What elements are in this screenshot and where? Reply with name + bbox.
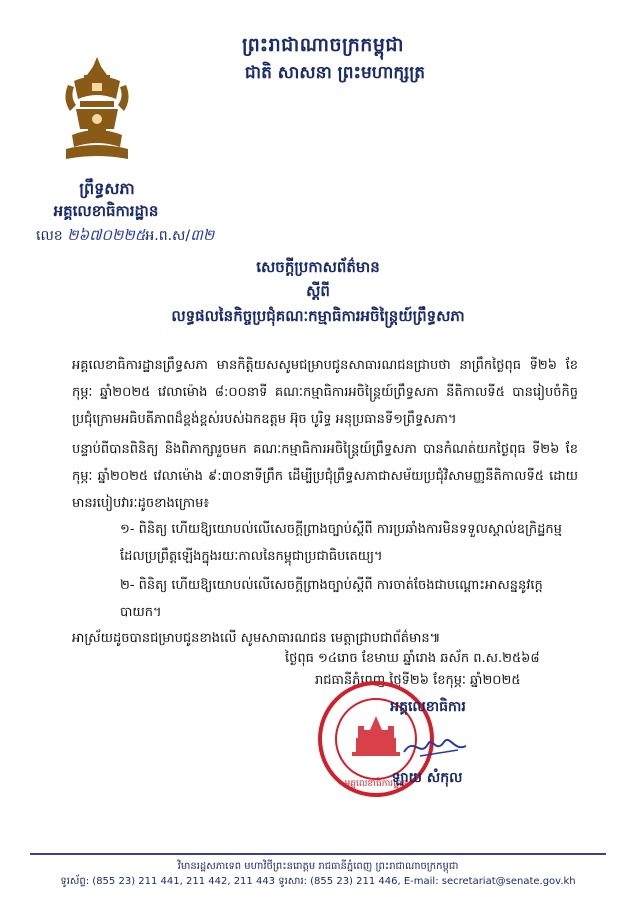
reference-number-handwritten: ២៦៧០២២៥ <box>67 226 146 244</box>
senate-emblem-icon <box>58 55 136 167</box>
document-subject: លទ្ធផលនៃកិច្ចប្រជុំគណៈកម្មាធិការអចិន្ត្រៃយ៍ព្រឹទ្ធសភា <box>171 307 465 325</box>
footer-contact: ទូរស័ព្ទ: (855 23) 211 441, 211 442, 211 443 ទូរសារ: (855 23) 211 446, E-mail: secretariat@senate.gov.kh <box>60 876 576 887</box>
document-title-about: ស្តីពី <box>306 282 330 300</box>
closing-statement: អាស្រ័យដូចបានជម្រាបជូនខាងលើ សូមសាធារណជន មេត្តាជ្រាបជាព័ត៌មាន៕ <box>72 631 441 646</box>
national-motto: ជាតិ សាសនា ព្រះមហាក្សត្រ <box>244 63 426 83</box>
reference-number <box>36 226 214 248</box>
reference-handwritten-suffix: ៣២ <box>190 226 215 244</box>
organization-name: ព្រឹទ្ធសភា <box>79 179 135 198</box>
reference-suffix: អ.ព.ស/ <box>145 228 191 244</box>
kingdom-heading: ព្រះរាជាណាចក្រកម្ពុជា <box>242 34 404 56</box>
department-name: អគ្គលេខាធិការដ្ឋាន <box>53 202 159 220</box>
agenda-item-1: ១- ពិនិត្យ ហើយឱ្យយោបល់លើសេចក្តីព្រាងច្បាប់ស្តីពី ការប្រឆាំងការមិនទទួលស្គាល់ឧក្រិដ្ឋកម្ម ដែលប្រព្រឹត្តឡើងក្នុងរយៈកាលនៃកម្ពុជាប្រជាធិបតេយ្យ។ <box>120 522 562 564</box>
reference-prefix: លេខ <box>36 228 63 244</box>
footer-divider <box>30 853 606 855</box>
body-paragraph-2: បន្ទាប់ពីបានពិនិត្យ និងពិភាក្សារួចមក គណៈកម្មាធិការអចិន្ត្រៃយ៍ព្រឹទ្ធសភា បានកំណត់យកថ្ងៃពុធ ទី២៦ ខែកុម្ភៈ ឆ្នាំ២០២៥ វេលាម៉ោង ៩:៣០នាទីព្រឹក ដើម្បីប្រជុំព្រឹទ្ធសភាជាសម័យប្រជុំវិសាមញ្ញនីតិកាលទី៥ ដោយមានរបៀបវារៈដូចខាងក្រោម៖ <box>72 442 578 511</box>
handwritten-signature-icon <box>400 730 470 760</box>
lunar-date: ថ្ងៃពុធ ១៤រោច ខែមាឃ ឆ្នាំរោង ឆស័ក ព.ស.២៥៦៨ <box>285 651 540 666</box>
footer-address: វិមានរដ្ឋសភាទេព មហាវិថីព្រះនរោត្តម រាជធានីភ្នំពេញ ព្រះរាជាណាចក្រកម្ពុជា <box>177 861 459 872</box>
signatory-name: ឡាយ សំកុល <box>391 770 463 786</box>
body-paragraph-1: អគ្គលេខាធិការដ្ឋានព្រឹទ្ធសភា មានកិត្តិយសសូមជម្រាបជូនសាធារណជនជ្រាបថា នាព្រឹកថ្ងៃពុធ ទី២៦ ខែកុម្ភៈ ឆ្នាំ២០២៥ វេលាម៉ោង ៨:០០នាទី គណៈកម្មាធិការអចិន្ត្រៃយ៍ព្រឹទ្ធសភា នីតិកាលទី៥ បានរៀបចំកិច្ចប្រជុំក្រោមអធិបតីភាពដ៏ខ្ពង់ខ្ពស់របស់ឯកឧត្តម អ៊ុច បូរិទ្ធ អនុប្រធានទី១ព្រឹទ្ធសភា។ <box>72 358 578 427</box>
agenda-item-2: ២- ពិនិត្យ ហើយឱ្យយោបល់លើសេចក្តីព្រាងច្បាប់ស្តីពី ការចាត់ចែងជាបណ្តោះអាសន្ននូវក្តេបាយក។ <box>120 578 543 620</box>
solar-date: រាជធានីភ្នំពេញ ថ្ងៃទី២៦ ខែកុម្ភៈ ឆ្នាំ២០២៥ <box>315 673 521 688</box>
signatory-role: អគ្គលេខាធិការ <box>390 699 466 715</box>
document-title: សេចក្តីប្រកាសព័ត៌មាន <box>256 258 380 276</box>
seal-text: អគ្គលេខាធិការដ្ឋាន <box>344 779 408 789</box>
